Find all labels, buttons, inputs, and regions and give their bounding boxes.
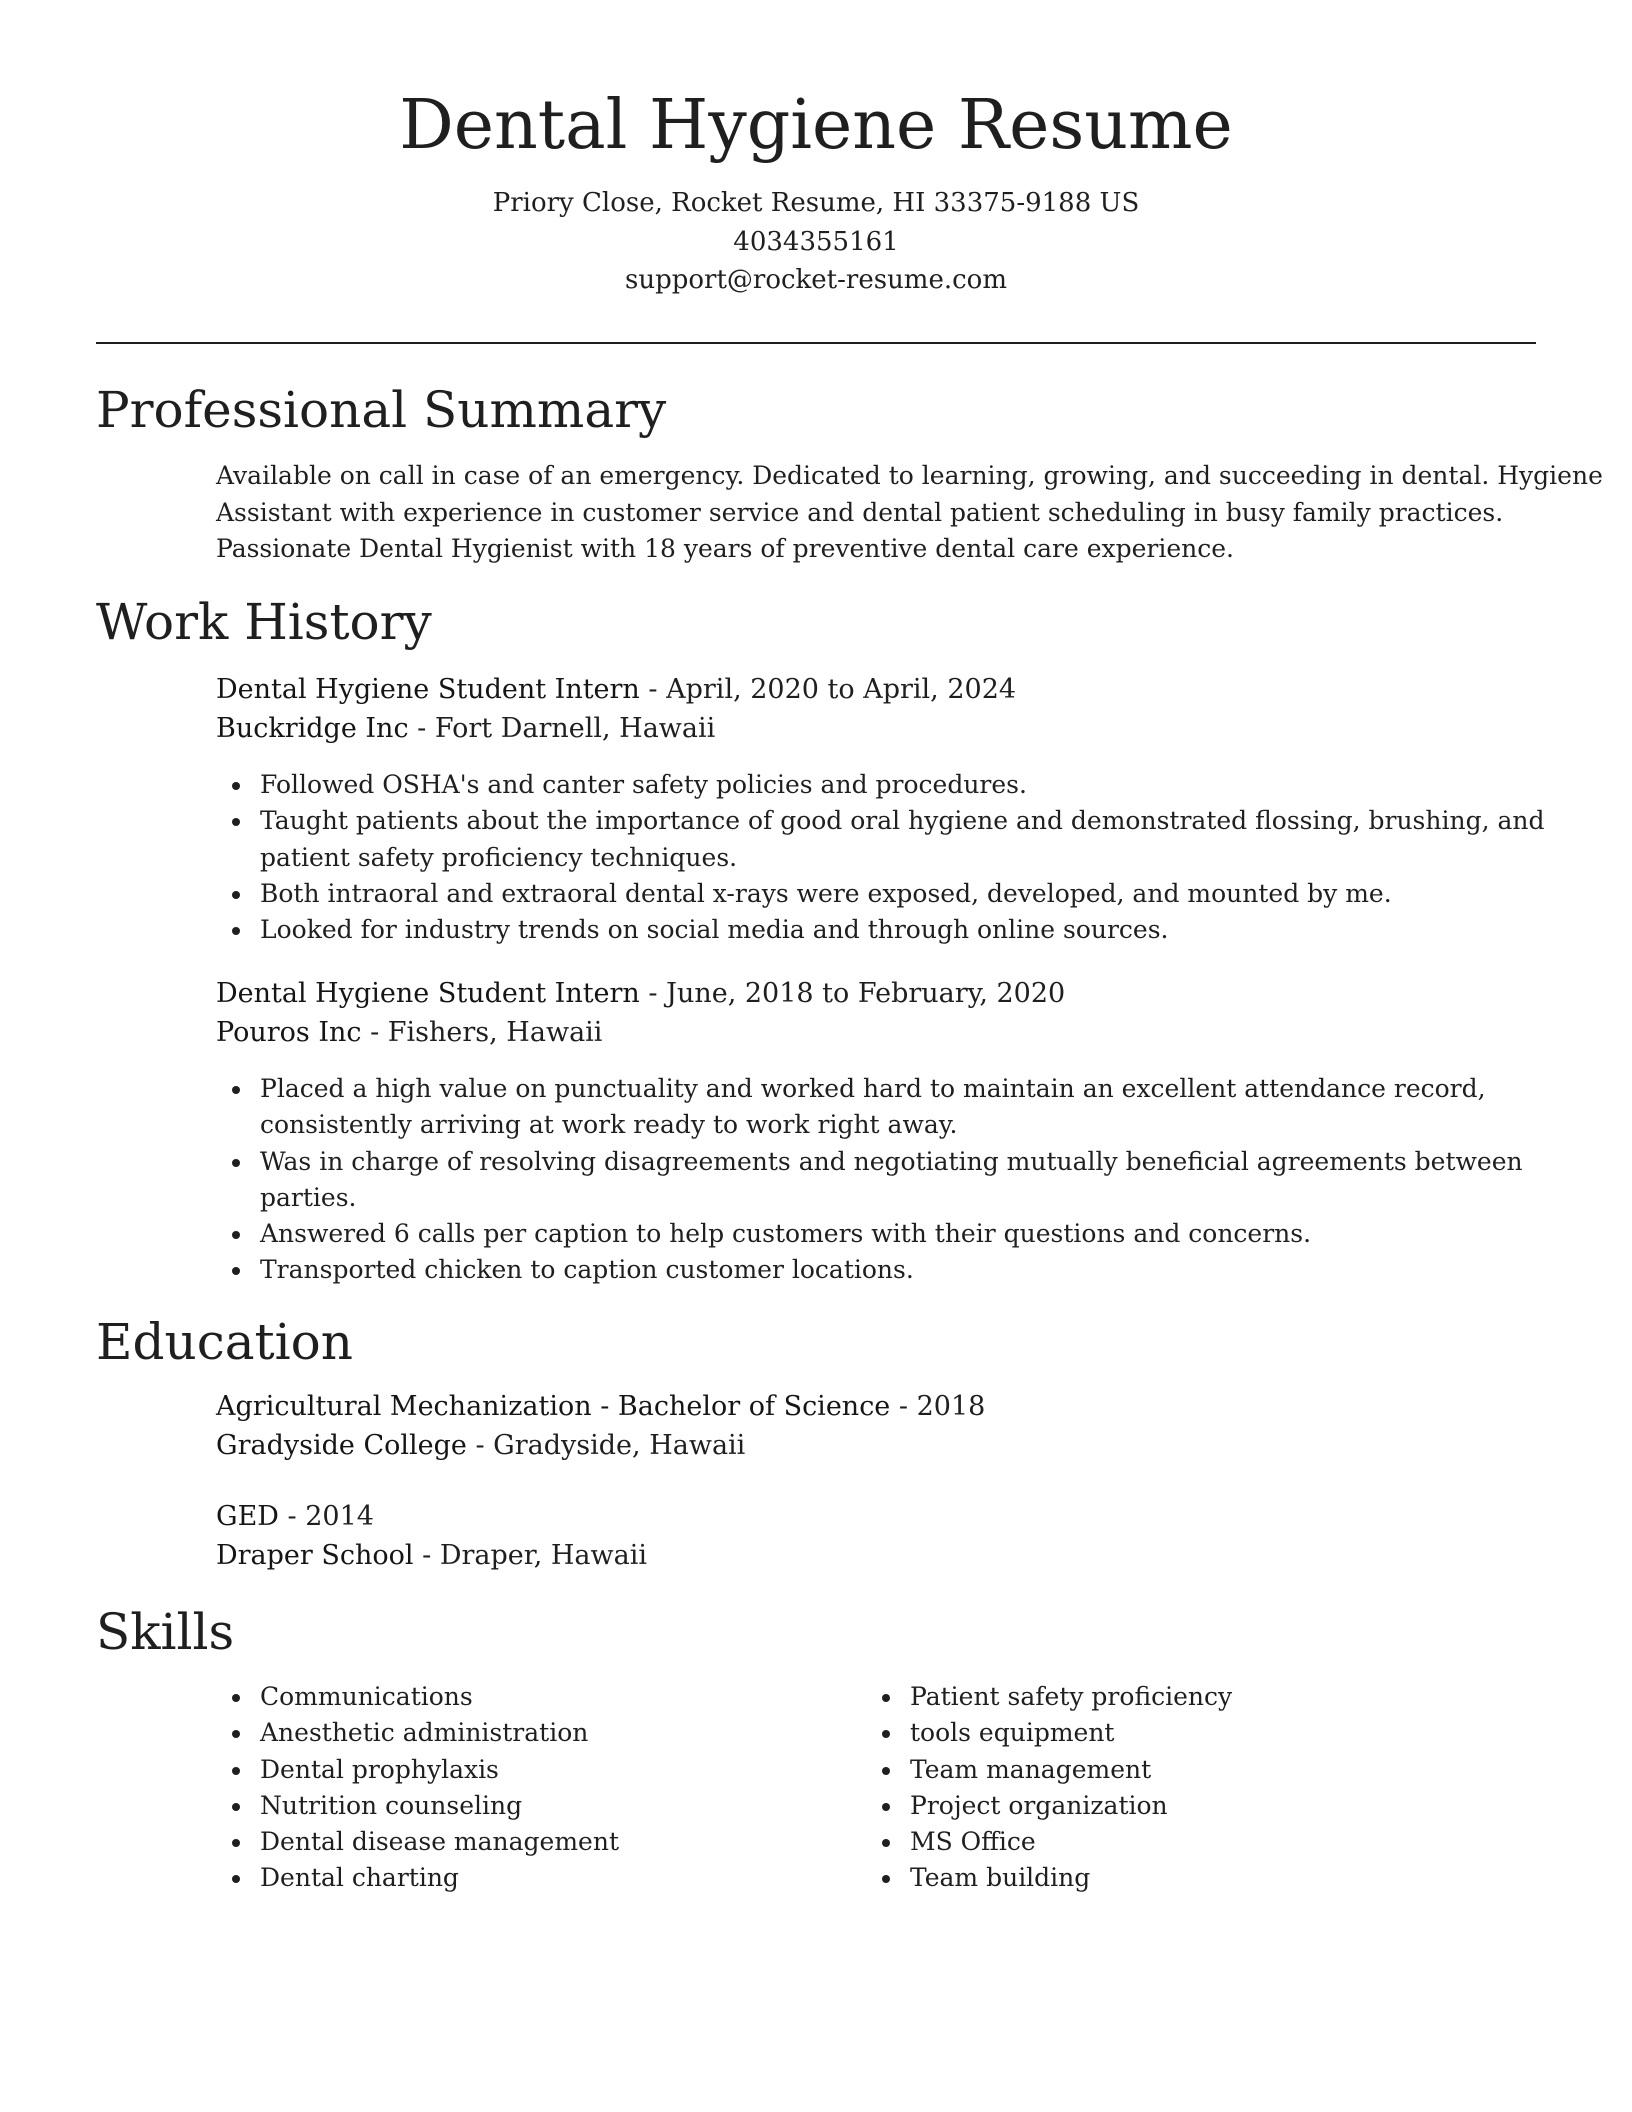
list-item: MS Office xyxy=(910,1824,1232,1860)
education-year: - 2018 xyxy=(890,1391,986,1422)
education-school: Gradyside College xyxy=(216,1430,467,1461)
job-1-bullets xyxy=(216,767,1544,948)
list-item: Team management xyxy=(910,1752,1232,1788)
bullet-text: parties. xyxy=(260,1182,357,1212)
education-field: GED xyxy=(216,1501,279,1532)
job-location: - Fort Darnell, Hawaii xyxy=(408,713,716,744)
list-item xyxy=(260,1252,1523,1288)
job-2-title-line xyxy=(216,974,1065,1013)
list-item xyxy=(260,1216,1523,1252)
job-1-company-line xyxy=(216,709,1016,748)
list-item: Dental charting xyxy=(260,1860,619,1896)
list-item: Team building xyxy=(910,1860,1232,1896)
bullet-text: Placed a high value on punctuality and worked hard to maintain an excellent attendance record, xyxy=(260,1074,1486,1103)
job-2-bullets xyxy=(216,1071,1523,1289)
job-location: - Fishers, Hawaii xyxy=(361,1017,603,1048)
job-title: Dental Hygiene Student Intern xyxy=(216,674,640,705)
job-2-header xyxy=(216,974,1065,1052)
list-item: Nutrition counseling xyxy=(260,1788,619,1824)
contact-address: Priory Close, Rocket Resume, HI 33375-9188 US xyxy=(492,188,1140,218)
education-year: - 2014 xyxy=(278,1501,374,1532)
resume-header xyxy=(96,82,1536,300)
job-dates: - April, 2020 to April, 2024 xyxy=(639,674,1017,705)
list-item xyxy=(260,876,1544,912)
list-item: Anesthetic administration xyxy=(260,1715,619,1751)
summary-line: Available on call in case of an emergency. Dedicated to learning, growing, and succeeding in dental. Hygiene xyxy=(216,461,1603,490)
job-2-company-line xyxy=(216,1013,1065,1052)
job-company: Pouros Inc xyxy=(216,1017,362,1048)
skills-heading: Skills xyxy=(96,1603,235,1661)
contact-email: support@rocket-resume.com xyxy=(624,265,1007,295)
list-item xyxy=(260,767,1544,803)
education-school-line xyxy=(216,1426,985,1465)
bullet-text: Was in charge of resolving disagreements and negotiating mutually beneficial agreements between xyxy=(260,1146,1523,1176)
job-dates: - June, 2018 to February, 2020 xyxy=(639,978,1066,1009)
job-title: Dental Hygiene Student Intern xyxy=(216,978,640,1009)
list-item: Dental disease management xyxy=(260,1824,619,1860)
resume-title: Dental Hygiene Resume xyxy=(399,86,1233,165)
list-item: Dental prophylaxis xyxy=(260,1752,619,1788)
summary-line: Assistant with experience in customer service and dental patient scheduling in busy family practices. xyxy=(216,497,1504,527)
list-item: tools equipment xyxy=(910,1715,1232,1751)
bullet-text: Transported chicken to caption customer locations. xyxy=(260,1255,914,1285)
list-item xyxy=(260,1071,1523,1144)
list-item xyxy=(260,912,1544,948)
list-item: Patient safety proficiency xyxy=(910,1679,1232,1715)
education-entry-2 xyxy=(216,1497,647,1575)
work-history-heading: Work History xyxy=(96,593,432,651)
job-company: Buckridge Inc xyxy=(216,713,409,744)
job-1-header xyxy=(216,670,1016,748)
education-school-line xyxy=(216,1536,647,1575)
summary-text xyxy=(216,458,1603,568)
summary-line: Passionate Dental Hygienist with 18 years of preventive dental care experience. xyxy=(216,534,1234,563)
education-location: - Gradyside, Hawaii xyxy=(466,1430,746,1461)
bullet-text: Both intraoral and extraoral dental x-rays were exposed, developed, and mounted by me. xyxy=(260,878,1392,908)
education-field: Agricultural Mechanization - Bachelor of Science xyxy=(216,1391,891,1422)
education-degree-line xyxy=(216,1497,647,1536)
list-item xyxy=(260,1144,1523,1217)
contact-block xyxy=(96,184,1536,300)
skills-list-right xyxy=(866,1679,1232,1897)
education-entry-1 xyxy=(216,1387,985,1465)
bullet-text: consistently arriving at work ready to work right away. xyxy=(260,1110,958,1140)
education-school: Draper School xyxy=(216,1540,414,1571)
job-1-title-line xyxy=(216,670,1016,709)
contact-phone: 4034355161 xyxy=(733,226,899,257)
education-degree-line xyxy=(216,1387,985,1426)
bullet-text: Taught patients about the importance of good oral hygiene and demonstrated flossing, brushing, and xyxy=(260,806,1545,836)
bullet-text: patient safety proficiency techniques. xyxy=(260,842,738,872)
bullet-text: Answered 6 calls per caption to help customers with their questions and concerns. xyxy=(260,1219,1312,1249)
list-item: Communications xyxy=(260,1679,619,1715)
header-divider xyxy=(96,342,1536,344)
list-item: Project organization xyxy=(910,1788,1232,1824)
summary-heading: Professional Summary xyxy=(96,381,667,439)
list-item xyxy=(260,803,1544,876)
education-location: - Draper, Hawaii xyxy=(413,1540,647,1571)
bullet-text: Looked for industry trends on social media and through online sources. xyxy=(260,915,1169,945)
skills-list-left xyxy=(216,1679,619,1897)
bullet-text: Followed OSHA's and canter safety policies and procedures. xyxy=(260,770,1027,799)
education-heading: Education xyxy=(96,1313,353,1371)
